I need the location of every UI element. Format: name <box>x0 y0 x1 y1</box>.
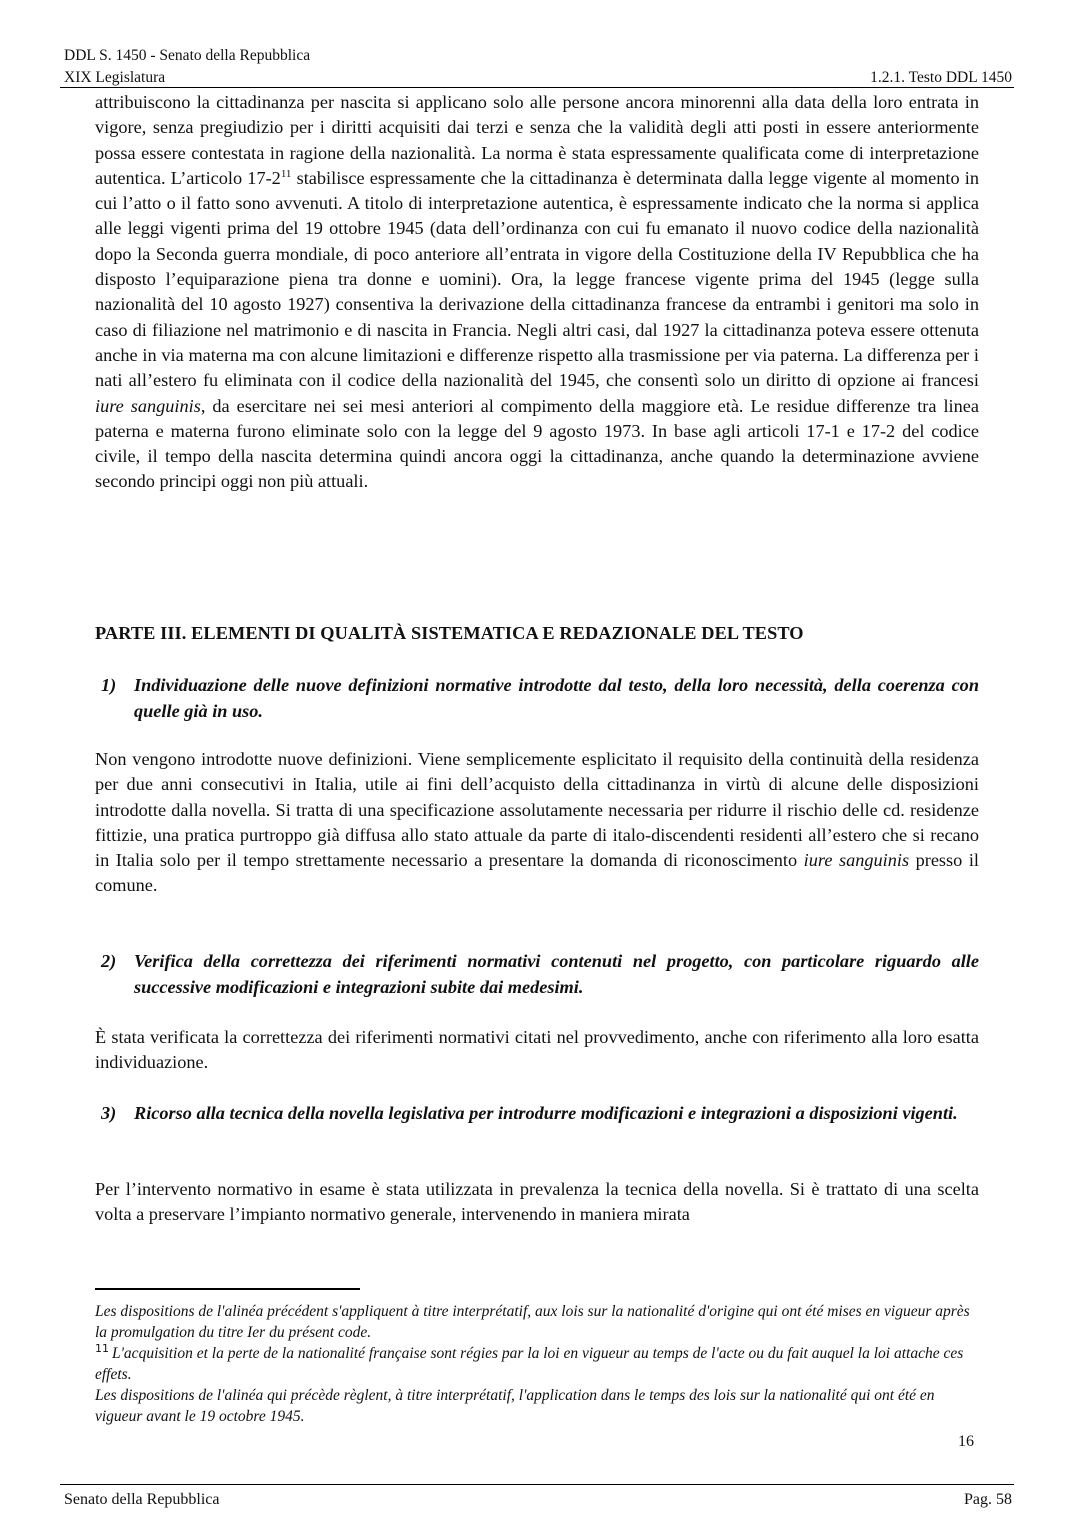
footnote-ref-11: 11 <box>280 167 292 180</box>
intro-paragraph <box>95 90 979 495</box>
header-legislature: XIX Legislatura <box>64 69 166 86</box>
section-1-text-a: Non vengono introdotte nuove definizioni. Viene semplicemente esplicitato il requisito della continuità della residenza per due anni consecutivi in Italia, utile ai fini dell’acquisto della cittadinanza in virtù di alcune delle disposizioni introdotte dalla novella. Si tratta di una specificazione assolutamente necessaria per ridurre il rischio delle cd. residenze fittizie, una pratica purtroppo già diffusa allo stato attuale da parte di italo-discendenti residenti all’estero che si recano in Italia solo per il tempo strettamente necessario a presentare la domanda di riconoscimento <box>95 749 979 871</box>
intro-italic-term: iure sanguinis <box>95 395 201 416</box>
section-2-number: 2) <box>101 951 117 971</box>
section-2-body <box>95 1025 979 1076</box>
intro-text-c: , da esercitare nei sei mesi anteriori al compimento della maggiore età. Le residue differenze tra linea paterna e materna furono eliminate solo con la legge del 9 agosto 1973. In base agli articoli 17-1 e 17-2 del codice civile, il tempo della nascita determina quindi ancora oggi la cittadinanza, anche quando la determinazione avviene secondo principi oggi non più attuali. <box>95 395 979 492</box>
footer-source: Senato della Repubblica <box>64 1491 220 1508</box>
page-number: 16 <box>958 1433 974 1450</box>
footnote-11-continuation: Les dispositions de l'alinéa qui précède règlent, à titre interprétatif, l'application dans le temps des lois sur la nationalité qui ont été en vigueur avant le 19 octobre 1945. <box>95 1387 935 1425</box>
footnote-11-mark: 11 <box>95 1341 109 1355</box>
intro-text-a: attribuiscono la cittadinanza per nascita si applicano solo alle persone ancora minorenni alla data della loro entrata in vigore, senza pregiudizio per i diritti acquisiti dai terzi e senza che la validità degli atti posti in essere anteriormente possa essere contestata in ragione della nazionalità. La norma è stata espressamente qualificata come di interpretazione autentica. L’articolo 17-2 <box>95 92 979 188</box>
header-rule <box>60 87 1014 88</box>
section-3-text: Per l’intervento normativo in esame è stata utilizzata in prevalenza la tecnica della novella. Si è trattato di una scelta volta a preservare l’impianto normativo generale, intervenendo in maniera mirata <box>95 1179 979 1225</box>
part-heading: PARTE III. ELEMENTI DI QUALITÀ SISTEMATICA E REDAZIONALE DEL TESTO <box>95 623 804 643</box>
footnote-11 <box>95 1343 979 1385</box>
section-1-italic-term: iure sanguinis <box>803 850 910 871</box>
section-3-heading <box>101 1101 979 1127</box>
header-section-ref: 1.2.1. Testo DDL 1450 <box>870 69 1012 86</box>
footnote-previous-continuation: Les dispositions de l'alinéa précédent s'appliquent à titre interprétatif, aux lois sur la nationalité d'origine qui ont été mises en vigueur après la promulgation du titre Ier du présent code. <box>95 1303 970 1341</box>
section-1-title: Individuazione delle nuove definizioni normative introdotte dal testo, della loro necessità, della coerenza con quelle già in uso. <box>134 675 979 721</box>
section-1-heading <box>101 673 979 724</box>
section-2-text: È stata verificata la correttezza dei riferimenti normativi citati nel provvedimento, anche con riferimento alla loro esatta individuazione. <box>95 1027 979 1073</box>
footer-page: Pag. 58 <box>964 1491 1012 1508</box>
section-2-title: Verifica della correttezza dei riferimenti normativi contenuti nel progetto, con particolare riguardo alle successive modificazioni e integrazioni subite dai medesimi. <box>134 951 979 997</box>
section-1-body <box>95 747 979 899</box>
section-2-heading <box>101 949 979 1000</box>
footnote-separator <box>95 1288 360 1290</box>
footnotes <box>95 1301 979 1427</box>
section-3-body <box>95 1177 979 1228</box>
section-1-text-b: presso il comune. <box>95 850 979 896</box>
section-1-number: 1) <box>101 675 117 695</box>
section-3-number: 3) <box>101 1103 117 1123</box>
footer-rule <box>60 1484 1014 1485</box>
header-document-title: DDL S. 1450 - Senato della Repubblica <box>64 47 311 64</box>
intro-text-b: stabilisce espressamente che la cittadinanza è determinata dalla legge vigente al momento in cui l’atto o il fatto sono avvenuti. A titolo di interpretazione autentica, è espressamente indicato che la norma si applica alle leggi vigenti prima del 19 ottobre 1945 (data dell’ordinanza con cui fu emanato il nuovo codice della nazionalità dopo la Seconda guerra mondiale, di poco anteriore all’entrata in vigore della Costituzione della IV Repubblica che ha disposto l’equiparazione piena tra donne e uomini). Ora, la legge francese vigente prima del 1945 (legge sulla nazionalità del 10 agosto 1927) consentiva la derivazione della cittadinanza francese da entrambi i genitori ma solo in caso di filiazione nel matrimonio e di nascita in Francia. Negli altri casi, dal 1927 la cittadinanza poteva essere ottenuta anche in via materna ma con alcune limitazioni e differenze rispetto alla trasmissione per via paterna. La differenza per i nati all’estero fu eliminata con il codice della nazionalità del 1945, che consentì solo un diritto di opzione ai francesi <box>95 167 979 391</box>
footnote-11-text: L'acquisition et la perte de la nationalité française sont régies par la loi en vigueur au temps de l'acte ou du fait auquel la loi attache ces effets. <box>95 1345 964 1383</box>
section-3-title: Ricorso alla tecnica della novella legislativa per introdurre modificazioni e integrazioni a disposizioni vigenti. <box>134 1103 958 1123</box>
